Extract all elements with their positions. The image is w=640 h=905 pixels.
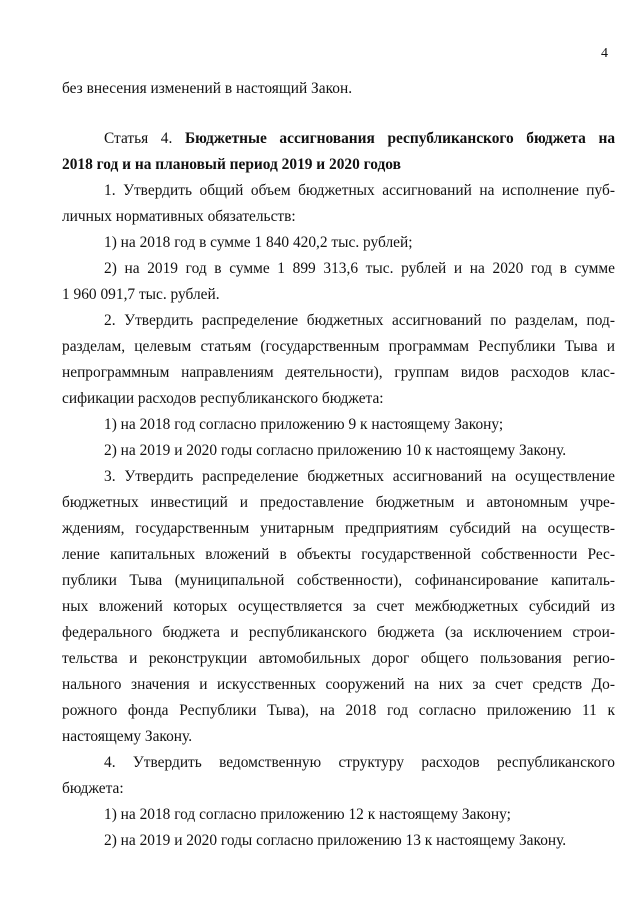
paragraph-line: 2) на 2019 и 2020 годы согласно приложению 10 к настоящему Закону. — [104, 442, 567, 459]
article-title-line2: 2018 год и на плановый период 2019 и 2020 годов — [62, 156, 401, 173]
paragraph-line: ных вложений которых осуществляется за счет межбюджетных субсидий из — [62, 598, 615, 615]
paragraph-line: тельства и реконструкции автомобильных дорог общего пользования регио- — [62, 650, 615, 667]
article-title-line1: Бюджетные ассигнования республиканского бюджета на — [184, 130, 616, 147]
paragraph-line: рожного фонда Республики Тыва), на 2018 год согласно приложению 11 к — [62, 702, 615, 719]
paragraph-line: настоящему Закону. — [62, 728, 193, 745]
paragraph-line: нального значения и искусственных сооружений на них за счет средств До- — [62, 676, 615, 693]
paragraph-line: 2. Утвердить распределение бюджетных ассигнований по разделам, под- — [104, 312, 615, 329]
paragraph-line: 1) на 2018 год согласно приложению 12 к настоящему Закону; — [104, 806, 511, 823]
paragraph-line: 2) на 2019 год в сумме 1 899 313,6 тыс. рублей и на 2020 год в сумме — [104, 260, 615, 277]
paragraph-line: 1 960 091,7 тыс. рублей. — [62, 286, 220, 303]
paragraph-line: бюджета: — [62, 780, 124, 797]
paragraph-line: 1. Утвердить общий объем бюджетных ассигнований на исполнение пуб- — [104, 182, 615, 199]
paragraph-line: 3. Утвердить распределение бюджетных ассигнований на осуществление — [104, 468, 615, 485]
intro-line: без внесения изменений в настоящий Закон. — [62, 80, 353, 97]
document-body — [62, 76, 615, 854]
paragraph-line: бюджетных инвестиций и предоставление бюджетным и автономным учре- — [62, 494, 615, 511]
paragraph-line: ждениям, государственным унитарным предприятиям субсидий на осуществ- — [62, 520, 615, 537]
article-label: Статья 4. — [104, 130, 173, 147]
paragraph-line: публики Тыва (муниципальной собственности), софинансирование капиталь- — [62, 572, 615, 589]
paragraph-line: личных нормативных обязательств: — [62, 208, 296, 225]
spacer — [62, 102, 615, 126]
page-number: 4 — [601, 46, 608, 61]
paragraph-line: разделам, целевым статьям (государственным программам Республики Тыва и — [62, 338, 615, 355]
article-heading — [62, 126, 615, 152]
paragraph-line: непрограммным направлениям деятельности), группам видов расходов клас- — [62, 364, 615, 381]
paragraph-line: ление капитальных вложений в объекты государственной собственности Рес- — [62, 546, 615, 563]
paragraph-line: 1) на 2018 год в сумме 1 840 420,2 тыс. рублей; — [104, 234, 413, 251]
paragraph-line: федерального бюджета и республиканского бюджета (за исключением строи- — [62, 624, 615, 641]
paragraph-line: 2) на 2019 и 2020 годы согласно приложению 13 к настоящему Закону. — [104, 832, 567, 849]
paragraph-line: 4. Утвердить ведомственную структуру расходов республиканского — [104, 754, 615, 771]
paragraph-line: сификации расходов республиканского бюджета: — [62, 390, 384, 407]
paragraph-line: 1) на 2018 год согласно приложению 9 к настоящему Закону; — [104, 416, 504, 433]
